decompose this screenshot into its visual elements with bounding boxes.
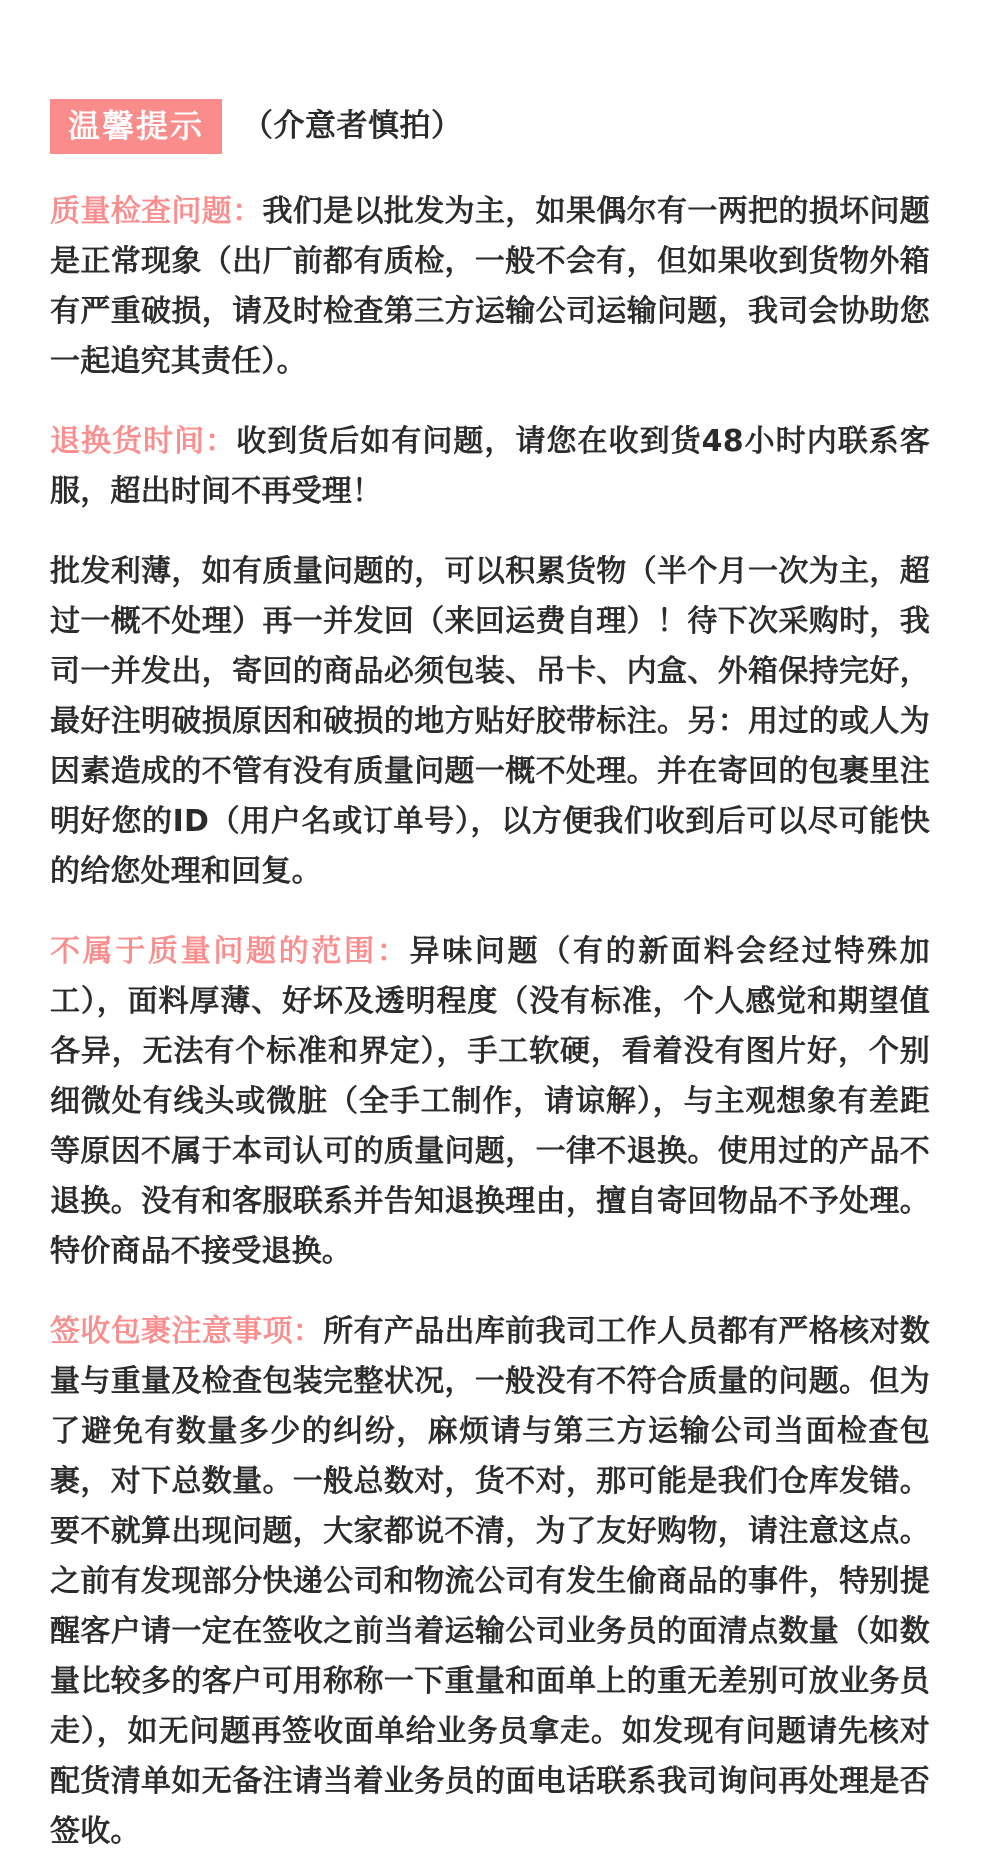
notice-body — [40, 187, 960, 1857]
section-label: 不属于质量问题的范围： — [50, 934, 410, 969]
section-text: 我们是以批发为主，如果偶尔有一两把的损坏问题是正常现象（出厂前都有质检，一般不会有，但如果收到货物外箱有严重破损，请及时检查第三方运输公司运输问题，我司会协助您一起追究其责任）。 — [50, 194, 930, 379]
notice-section — [50, 187, 930, 387]
section-label: 质量检查问题： — [50, 194, 263, 229]
notice-badge: 温馨提示 — [50, 99, 222, 154]
notice-section — [50, 547, 930, 897]
section-text: 异味问题（有的新面料会经过特殊加工），面料厚薄、好坏及透明程度（没有标准，个人感觉和期望值各异，无法有个标准和界定），手工软硬，看着没有图片好，个别细微处有线头或微脏（全手工制作，请谅解），与主观想象有差距等原因不属于本司认可的质量问题，一律不退换。使用过的产品不退换。没有和客服联系并告知退换理由，擅自寄回物品不予处理。特价商品不接受退换。 — [50, 934, 930, 1269]
notice-section — [50, 1307, 930, 1857]
notice-section — [50, 417, 930, 517]
section-text: 收到货后如有问题，请您在收到货48小时内联系客服，超出时间不再受理！ — [50, 424, 930, 509]
notice-section — [50, 927, 930, 1277]
notice-subtitle: （介意者慎拍） — [242, 108, 463, 144]
section-label: 退换货时间： — [50, 424, 237, 459]
notice-header — [40, 0, 960, 154]
section-text: 所有产品出库前我司工作人员都有严格核对数量与重量及检查包装完整状况，一般没有不符合质量的问题。但为了避免有数量多少的纠纷，麻烦请与第三方运输公司当面检查包裹，对下总数量。一般总数对，货不对，那可能是我们仓库发错。要不就算出现问题，大家都说不清，为了友好购物，请注意这点。之前有发现部分快递公司和物流公司有发生偷商品的事件，特别提醒客户请一定在签收之前当着运输公司业务员的面清点数量（如数量比较多的客户可用称称一下重量和面单上的重无差别可放业务员走），如无问题再签收面单给业务员拿走。如发现有问题请先核对配货清单如无备注请当着业务员的面电话联系我司询问再处理是否签收。 — [50, 1314, 930, 1849]
section-label: 签收包裹注意事项： — [50, 1314, 324, 1349]
section-text: 批发利薄，如有质量问题的，可以积累货物（半个月一次为主，超过一概不处理）再一并发回（来回运费自理）！待下次采购时，我司一并发出，寄回的商品必须包装、吊卡、内盒、外箱保持完好，最好注明破损原因和破损的地方贴好胶带标注。另：用过的或人为因素造成的不管有没有质量问题一概不处理。并在寄回的包裹里注明好您的ID（用户名或订单号），以方便我们收到后可以尽可能快的给您处理和回复。 — [50, 554, 930, 889]
